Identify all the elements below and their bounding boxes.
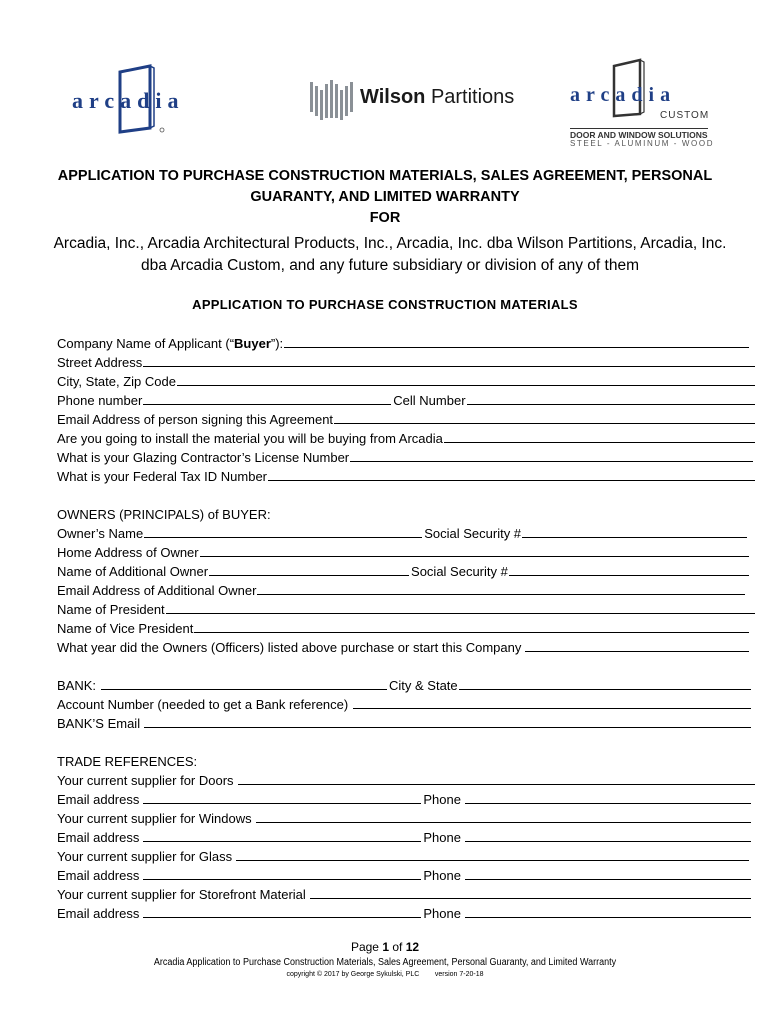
vice-president-row bbox=[57, 619, 755, 638]
city-state-label: City & State bbox=[389, 678, 458, 693]
owners-heading-row bbox=[57, 505, 755, 524]
account-row bbox=[57, 695, 755, 714]
owners-heading: OWNERS (PRINCIPALS) of BUYER: bbox=[57, 507, 271, 522]
application-form bbox=[57, 334, 755, 923]
page-number: Page 1 of 12 bbox=[350, 940, 420, 954]
storefront-phone-label: Phone bbox=[423, 906, 461, 921]
license-field[interactable] bbox=[350, 449, 753, 462]
street-field[interactable] bbox=[143, 354, 755, 367]
storefront-email-field[interactable] bbox=[143, 905, 421, 918]
wilson-wordmark: Wilson Partitions bbox=[360, 86, 515, 108]
owner-name-field[interactable] bbox=[144, 525, 422, 538]
president-label: Name of President bbox=[57, 602, 165, 617]
additional-owner-row bbox=[57, 562, 755, 581]
phone-field[interactable] bbox=[143, 392, 391, 405]
owner-name-label: Owner’s Name bbox=[57, 526, 144, 541]
for-label: FOR bbox=[369, 210, 401, 226]
ssn-label: Social Security # bbox=[424, 526, 522, 541]
president-row bbox=[57, 600, 755, 619]
additional-email-label: Email Address of Additional Owner bbox=[57, 583, 257, 598]
windows-field[interactable] bbox=[256, 810, 751, 823]
footer-description: Arcadia Application to Purchase Construction Materials, Sales Agreement, Personal Guaranty, and Limited Warranty bbox=[153, 957, 617, 968]
install-label: Are you going to install the material you will be buying from Arcadia bbox=[57, 431, 443, 446]
company-name-label: Company Name of Applicant (“Buyer”): bbox=[57, 336, 284, 351]
wilson-w-icon bbox=[308, 76, 356, 122]
windows-row bbox=[57, 809, 755, 828]
companies-list bbox=[20, 233, 760, 277]
document-title bbox=[30, 166, 740, 208]
city-label: City, State, Zip Code bbox=[57, 374, 176, 389]
email-row bbox=[57, 410, 755, 429]
bank-field[interactable] bbox=[101, 677, 387, 690]
companies-line-2: dba Arcadia Custom, and any future subsidiary or division of any of them bbox=[141, 257, 639, 274]
doors-phone-label: Phone bbox=[423, 792, 461, 807]
year-row bbox=[57, 638, 755, 657]
doors-email-row bbox=[57, 790, 755, 809]
tax-row bbox=[57, 467, 755, 486]
trade-heading: TRADE REFERENCES: bbox=[57, 754, 198, 769]
arcadia-custom-logo bbox=[568, 58, 733, 153]
company-name-field[interactable] bbox=[284, 335, 749, 348]
windows-email-row bbox=[57, 828, 755, 847]
doors-row bbox=[57, 771, 755, 790]
storefront-row bbox=[57, 885, 755, 904]
glass-phone-label: Phone bbox=[423, 868, 461, 883]
home-address-row bbox=[57, 543, 755, 562]
owner-name-row bbox=[57, 524, 755, 543]
additional-email-field[interactable] bbox=[257, 582, 745, 595]
year-label: What year did the Owners (Officers) listed above purchase or start this Company bbox=[57, 640, 522, 655]
glass-email-field[interactable] bbox=[143, 867, 421, 880]
tax-field[interactable] bbox=[268, 468, 755, 481]
custom-materials: STEEL - ALUMINUM - WOOD bbox=[570, 139, 715, 148]
title-line-1: APPLICATION TO PURCHASE CONSTRUCTION MATERIALS, SALES AGREEMENT, PERSONAL bbox=[57, 168, 713, 184]
arcadia-custom-wordmark: arcadia bbox=[570, 84, 677, 106]
windows-phone-field[interactable] bbox=[465, 829, 751, 842]
city-row bbox=[57, 372, 755, 391]
install-row bbox=[57, 429, 755, 448]
doors-email-label: Email address bbox=[57, 792, 140, 807]
footer-copyright: copyright © 2017 by George Sykulski, PLC version 7-20-18 bbox=[286, 971, 484, 978]
bank-email-row bbox=[57, 714, 755, 733]
storefront-field[interactable] bbox=[310, 886, 751, 899]
license-label: What is your Glazing Contractor’s License Number bbox=[57, 450, 350, 465]
city-field[interactable] bbox=[177, 373, 755, 386]
install-field[interactable] bbox=[444, 430, 755, 443]
president-field[interactable] bbox=[166, 601, 755, 614]
storefront-phone-field[interactable] bbox=[465, 905, 751, 918]
companies-line-1: Arcadia, Inc., Arcadia Architectural Products, Inc., Arcadia, Inc. dba Wilson Partitions, Arcadia, Inc. bbox=[53, 235, 727, 252]
glass-row bbox=[57, 847, 755, 866]
glass-phone-field[interactable] bbox=[465, 867, 751, 880]
city-state-field[interactable] bbox=[459, 677, 751, 690]
doors-label: Your current supplier for Doors bbox=[57, 773, 234, 788]
bank-label: BANK: bbox=[57, 678, 97, 693]
glass-label: Your current supplier for Glass bbox=[57, 849, 233, 864]
ssn2-field[interactable] bbox=[509, 563, 749, 576]
vice-president-label: Name of Vice President bbox=[57, 621, 194, 636]
arcadia-wordmark: arcadia bbox=[72, 88, 185, 113]
phone-row bbox=[57, 391, 755, 410]
year-field[interactable] bbox=[525, 639, 749, 652]
additional-owner-label: Name of Additional Owner bbox=[57, 564, 209, 579]
glass-field[interactable] bbox=[236, 848, 749, 861]
cell-label: Cell Number bbox=[393, 393, 466, 408]
bank-email-field[interactable] bbox=[144, 715, 751, 728]
email-label: Email Address of person signing this Agreement bbox=[57, 412, 334, 427]
license-row bbox=[57, 448, 755, 467]
custom-tagline: DOOR AND WINDOW SOLUTIONS bbox=[570, 130, 708, 140]
title-line-2: GUARANTY, AND LIMITED WARRANTY bbox=[250, 189, 520, 205]
section-title: APPLICATION TO PURCHASE CONSTRUCTION MATERIALS bbox=[192, 297, 578, 312]
company-name-row bbox=[57, 334, 755, 353]
glass-email-label: Email address bbox=[57, 868, 140, 883]
account-field[interactable] bbox=[353, 696, 751, 709]
additional-owner-field[interactable] bbox=[209, 563, 409, 576]
bank-row bbox=[57, 676, 755, 695]
storefront-label: Your current supplier for Storefront Material bbox=[57, 887, 306, 902]
home-address-field[interactable] bbox=[200, 544, 749, 557]
home-address-label: Home Address of Owner bbox=[57, 545, 199, 560]
ssn-field[interactable] bbox=[522, 525, 747, 538]
doors-email-field[interactable] bbox=[143, 791, 421, 804]
wilson-partitions-logo bbox=[308, 76, 523, 122]
street-row bbox=[57, 353, 755, 372]
ssn2-label: Social Security # bbox=[411, 564, 508, 579]
doors-phone-field[interactable] bbox=[465, 791, 751, 804]
doors-field[interactable] bbox=[238, 772, 755, 785]
email-field[interactable] bbox=[334, 411, 755, 424]
windows-email-field[interactable] bbox=[143, 829, 421, 842]
windows-phone-label: Phone bbox=[423, 830, 461, 845]
trade-heading-row bbox=[57, 752, 755, 771]
windows-email-label: Email address bbox=[57, 830, 140, 845]
vice-president-field[interactable] bbox=[194, 620, 749, 633]
street-label: Street Address bbox=[57, 355, 143, 370]
arcadia-logo bbox=[70, 62, 240, 138]
tax-label: What is your Federal Tax ID Number bbox=[57, 469, 267, 484]
storefront-email-label: Email address bbox=[57, 906, 140, 921]
windows-label: Your current supplier for Windows bbox=[57, 811, 252, 826]
bank-email-label: BANK’S Email bbox=[57, 716, 141, 731]
cell-field[interactable] bbox=[467, 392, 755, 405]
account-label: Account Number (needed to get a Bank reference) bbox=[57, 697, 349, 712]
additional-email-row bbox=[57, 581, 755, 600]
custom-subtitle: CUSTOM bbox=[660, 110, 710, 121]
glass-email-row bbox=[57, 866, 755, 885]
storefront-email-row bbox=[57, 904, 755, 923]
phone-label: Phone number bbox=[57, 393, 143, 408]
